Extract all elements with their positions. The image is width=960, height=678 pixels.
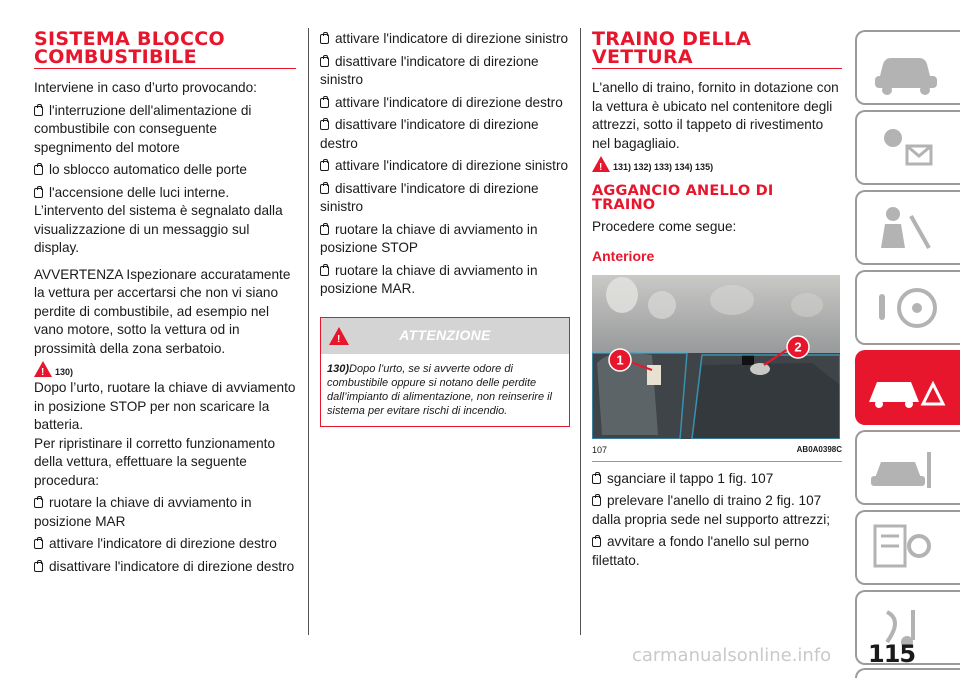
bullet-icon [320,161,329,171]
list-item: ruotare la chiave di avviamento in posizione MAR. [320,262,538,296]
tab-safety[interactable] [855,190,960,265]
paragraph: Per ripristinare il corretto funzionamento della vettura, effettuare la seguente procedura: [34,435,276,488]
list-item: avvitare a fondo l'anello sul perno filettato. [592,534,810,568]
list-item: disattivare l'indicatore di direzione destro [34,558,296,577]
warning-body: 130)Dopo l’urto, se si avverte odore di combustibile oppure si notano delle perdite dall’impianto di alimentazione, non reinserire il sistema per evitare rischi di incendio. [327,362,553,417]
bullet-icon [592,496,601,506]
bullet-icon [592,474,601,484]
tab-dashboard-lights[interactable] [855,110,960,185]
title-line-2: VETTURA [592,46,693,68]
list-item: attivare l'indicatore di direzione destro [320,94,570,113]
title-line-1: SISTEMA BLOCCO [34,28,225,50]
column-procedure [320,30,570,427]
list-item: attivare l'indicatore di direzione sinistro [320,30,570,49]
column-divider [308,28,309,635]
list-item: ruotare la chiave di avviamento in posizione STOP [320,221,538,255]
steering-wheel-icon [857,272,957,343]
subsection-title-line-2: TRAINO [592,197,656,213]
intro-text: Interviene in caso d’urto provocando: [34,80,257,95]
section-title [592,30,842,69]
title-line-1: TRAINO DELLA [592,28,752,50]
settings-list-icon [857,512,957,583]
breakdown-icon [857,352,957,423]
warning-header [321,318,569,354]
tab-starting-driving[interactable] [855,270,960,345]
section-title [34,30,296,69]
bumper-photo-icon [592,275,840,439]
list-item: attivare l'indicatore di direzione sinistro [320,157,570,176]
bullet-icon [34,498,43,508]
airbag-seat-icon [857,192,957,263]
column-divider [580,28,581,635]
bullet-icon [34,539,43,549]
bullet-icon [320,34,329,44]
warning-lights-icon [857,112,957,183]
list-item: disattivare l'indicatore di direzione sinistro [320,180,539,214]
list-item: lo sblocco automatico delle porte [34,161,296,180]
list-item: attivare l'indicatore di direzione destro [34,535,296,554]
bullet-icon [320,98,329,108]
bullet-icon [592,537,601,547]
warning-triangle-icon: ! [34,361,52,377]
warning-reference: ! 131) 132) 133) 134) 135) [592,156,842,172]
bullet-icon [320,184,329,194]
subheading-front: Anteriore [592,247,655,264]
paragraph: Dopo l’urto, ruotare la chiave di avviamento in posizione STOP per non scaricare la batteria. [34,380,296,432]
column-fuel-cutoff [34,30,296,576]
bullet-icon [34,106,43,116]
watermark: carmanualsonline.info [632,645,832,666]
list-item: sganciare il tappo 1 fig. 107 [592,470,842,489]
list-item: l'accensione delle luci interne. [34,184,296,203]
tab-emergency[interactable] [855,350,960,425]
bullet-icon [320,266,329,276]
tow-hook-figure [592,275,840,439]
warning-triangle-icon: ! [592,156,610,172]
warning-box [320,317,570,427]
callout-2: 2 [794,339,802,355]
warning-reference: ! 130) [34,361,296,377]
paragraph: Procedere come segue: [592,219,737,234]
warning-triangle-icon: ! [329,327,349,345]
bullet-icon [320,225,329,235]
bullet-icon [34,188,43,198]
list-item: disattivare l'indicatore di direzione destro [320,117,539,151]
callout-1: 1 [616,352,624,368]
page-number: 115 [868,640,916,668]
tab-index[interactable] [855,668,960,678]
service-car-icon [857,432,957,503]
bullet-icon [34,165,43,175]
car-icon [857,32,957,103]
column-towing [592,30,842,570]
list-item: prelevare l'anello di traino 2 fig. 107 dalla propria sede nel supporto attrezzi; [592,493,831,527]
tab-car-overview[interactable] [855,30,960,105]
list-item: disattivare l'indicatore di direzione sinistro [320,53,539,87]
title-line-2: COMBUSTIBILE [34,46,197,68]
warning-title: ATTENZIONE [399,327,491,344]
bullet-icon [34,562,43,572]
bullet-icon [320,57,329,67]
bullet-icon [320,120,329,130]
advisory-paragraph: AVVERTENZA Ispezionare accuratamente la vettura per accertarsi che non vi siano perdite di combustibile, ad esempio nel vano motore, sotto la vettura od in prossimità della zona serbatoio. [34,266,291,356]
list-item: l'interruzione dell'alimentazione di combustibile con conseguente spegnimento del motore [34,102,252,155]
figure-caption: 107 AB0A0398C [592,439,842,462]
subsection-title-line-1: AGGANCIO ANELLO DI [592,183,774,199]
tab-maintenance[interactable] [855,430,960,505]
paragraph: L’intervento del sistema è segnalato dalla visualizzazione di un messaggio sul display. [34,203,283,255]
list-item: ruotare la chiave di avviamento in posizione MAR [34,495,252,529]
paragraph: L'anello di traino, fornito in dotazione con la vettura è ubicato nel contenitore degli attrezzi, sotto il tappeto di rivestimento nel bagagliaio. [592,80,839,151]
tab-technical-data[interactable] [855,510,960,585]
